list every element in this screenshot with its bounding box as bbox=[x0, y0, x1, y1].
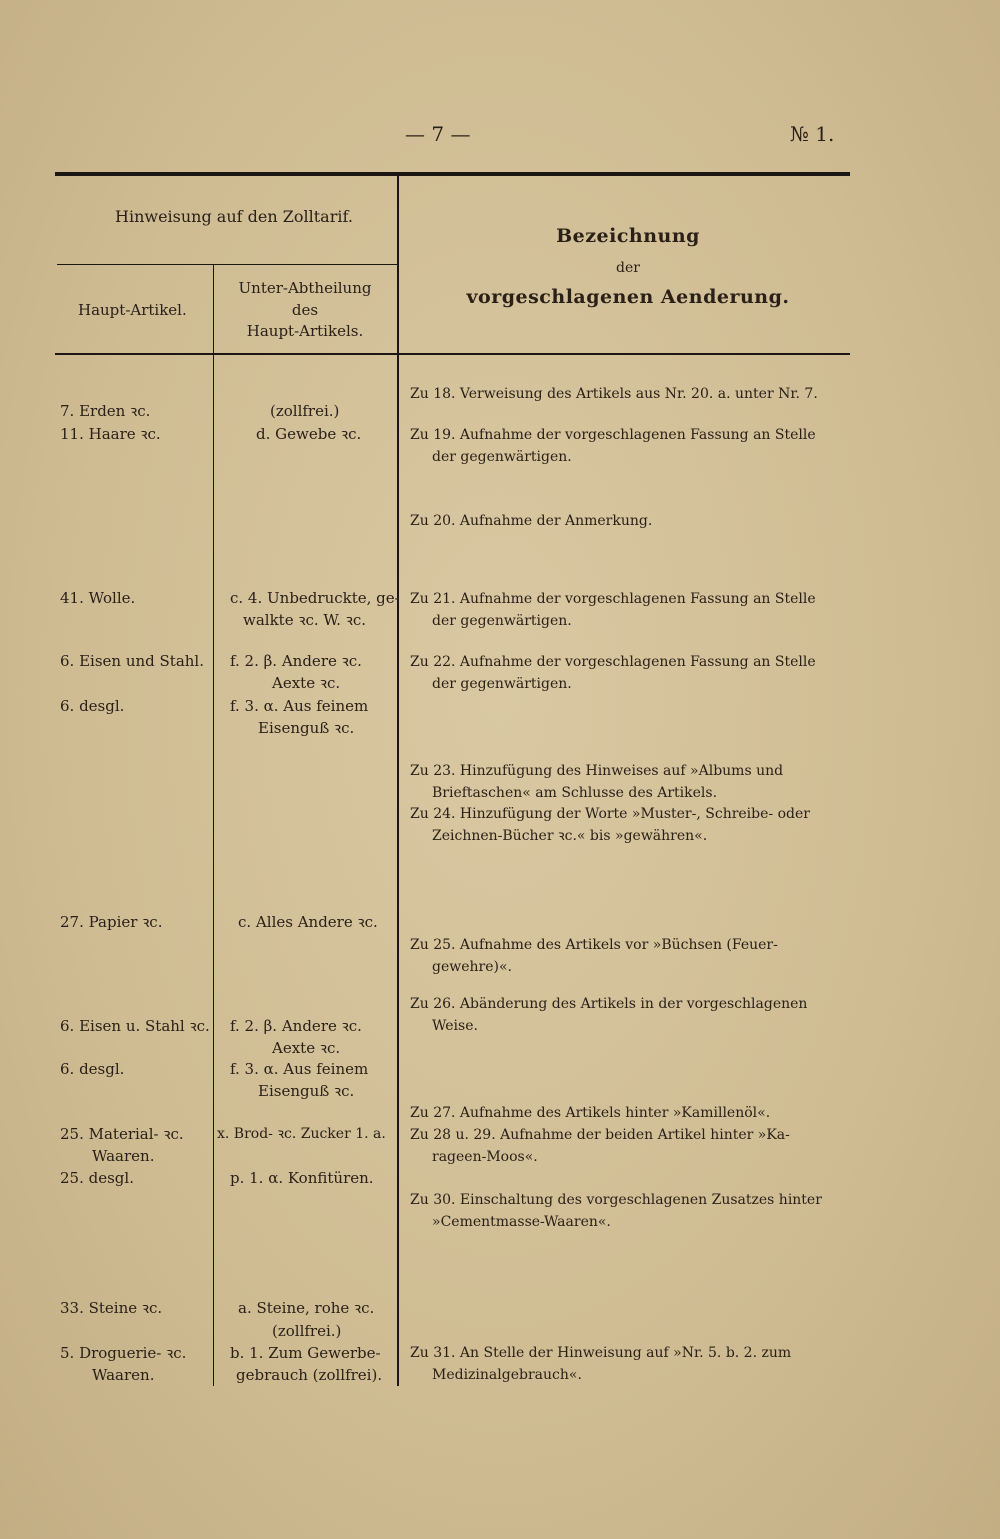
right-entry: Zu 28 u. 29. Aufnahme der beiden Artikel hinter »Ka- bbox=[410, 1127, 790, 1143]
top-rule bbox=[55, 172, 850, 176]
right-entry: Zu 26. Abänderung des Artikels in der vorgeschlagenen bbox=[410, 996, 808, 1012]
header-haupt-artikel: Haupt-Artikel. bbox=[78, 301, 187, 319]
left-entry: 6. Eisen u. Stahl ꝛc. bbox=[60, 1017, 210, 1035]
header-der: der bbox=[616, 260, 640, 276]
header-unter-2: des bbox=[291, 301, 319, 319]
right-entry: Zu 21. Aufnahme der vorgeschlagenen Fassung an Stelle bbox=[410, 591, 816, 607]
header-unter-1: Unter-Abtheilung bbox=[238, 279, 372, 297]
right-entry: gewehre)«. bbox=[432, 959, 512, 975]
mid-entry: (zollfrei.) bbox=[272, 1322, 342, 1340]
mid-entry: Eisenguß ꝛc. bbox=[258, 1082, 355, 1100]
right-entry: der gegenwärtigen. bbox=[432, 676, 572, 692]
right-entry: Zu 20. Aufnahme der Anmerkung. bbox=[410, 513, 653, 529]
subheader-rule bbox=[57, 264, 397, 265]
right-entry: Medizinalgebrauch«. bbox=[432, 1367, 582, 1383]
left-entry: Waaren. bbox=[92, 1147, 155, 1165]
mid-entry: p. 1. α. Konfitüren. bbox=[230, 1169, 374, 1187]
mid-entry: x. Brod- ꝛc. Zucker 1. a. bbox=[217, 1126, 386, 1142]
right-entry: Weise. bbox=[432, 1018, 478, 1034]
header-vorgeschlagenen: vorgeschlagenen Aenderung. bbox=[466, 286, 790, 308]
left-entry: 6. desgl. bbox=[60, 697, 125, 715]
left-entry: Waaren. bbox=[92, 1366, 155, 1384]
right-entry: »Cementmasse-Waaren«. bbox=[432, 1214, 611, 1230]
mid-entry: d. Gewebe ꝛc. bbox=[256, 425, 362, 443]
mid-entry: f. 2. β. Andere ꝛc. bbox=[230, 652, 362, 670]
mid-entry: c. Alles Andere ꝛc. bbox=[238, 913, 378, 931]
left-entry: 25. desgl. bbox=[60, 1169, 134, 1187]
left-entry: 6. Eisen und Stahl. bbox=[60, 652, 204, 670]
mid-entry: Aexte ꝛc. bbox=[272, 1039, 341, 1057]
column-divider-right bbox=[397, 176, 399, 1386]
mid-entry: c. 4. Unbedruckte, ge- bbox=[230, 589, 400, 607]
left-entry: 5. Droguerie- ꝛc. bbox=[60, 1344, 187, 1362]
left-entry: 33. Steine ꝛc. bbox=[60, 1299, 163, 1317]
right-entry: Zu 30. Einschaltung des vorgeschlagenen Zusatzes hinter bbox=[410, 1192, 822, 1208]
right-entry: Zu 23. Hinzufügung des Hinweises auf »Albums und bbox=[410, 763, 784, 779]
page-number: — 7 — bbox=[405, 122, 471, 146]
header-bezeichnung: Bezeichnung bbox=[556, 225, 700, 247]
left-entry: 7. Erden ꝛc. bbox=[60, 402, 151, 420]
right-entry: Zu 24. Hinzufügung der Worte »Muster-, Schreibe- oder bbox=[410, 806, 810, 822]
left-entry: 25. Material- ꝛc. bbox=[60, 1125, 184, 1143]
right-entry: Zu 22. Aufnahme der vorgeschlagenen Fassung an Stelle bbox=[410, 654, 816, 670]
mid-entry: a. Steine, rohe ꝛc. bbox=[238, 1299, 375, 1317]
header-rule bbox=[55, 353, 850, 355]
mid-entry: b. 1. Zum Gewerbe- bbox=[230, 1344, 381, 1362]
right-entry: der gegenwärtigen. bbox=[432, 613, 572, 629]
right-entry: Brieftaschen« am Schlusse des Artikels. bbox=[432, 785, 718, 801]
right-entry: Zu 31. An Stelle der Hinweisung auf »Nr. 5. b. 2. zum bbox=[410, 1345, 792, 1361]
left-entry: 41. Wolle. bbox=[60, 589, 136, 607]
header-hinweisung: Hinweisung auf den Zolltarif. bbox=[115, 207, 353, 226]
mid-entry: (zollfrei.) bbox=[270, 402, 340, 420]
right-entry: Zu 19. Aufnahme der vorgeschlagenen Fassung an Stelle bbox=[410, 427, 816, 443]
left-entry: 11. Haare ꝛc. bbox=[60, 425, 161, 443]
mid-entry: Aexte ꝛc. bbox=[272, 674, 341, 692]
mid-entry: gebrauch (zollfrei). bbox=[236, 1366, 383, 1384]
mid-entry: walkte ꝛc. W. ꝛc. bbox=[243, 611, 366, 629]
right-entry: Zu 25. Aufnahme des Artikels vor »Büchsen (Feuer- bbox=[410, 937, 778, 953]
left-entry: 6. desgl. bbox=[60, 1060, 125, 1078]
mid-entry: f. 3. α. Aus feinem bbox=[230, 697, 369, 715]
header-unter-3: Haupt-Artikels. bbox=[246, 322, 364, 340]
right-entry: Zeichnen-Bücher ꝛc.« bis »gewähren«. bbox=[432, 828, 708, 844]
right-entry: der gegenwärtigen. bbox=[432, 449, 572, 465]
mid-entry: Eisenguß ꝛc. bbox=[258, 719, 355, 737]
right-entry: Zu 18. Verweisung des Artikels aus Nr. 20. a. unter Nr. 7. bbox=[410, 386, 818, 402]
mid-entry: f. 2. β. Andere ꝛc. bbox=[230, 1017, 362, 1035]
column-divider-left bbox=[213, 265, 214, 1386]
right-entry: Zu 27. Aufnahme des Artikels hinter »Kamillenöl«. bbox=[410, 1105, 771, 1121]
document-number: № 1. bbox=[790, 122, 835, 146]
right-entry: rageen-Moos«. bbox=[432, 1149, 538, 1165]
mid-entry: f. 3. α. Aus feinem bbox=[230, 1060, 369, 1078]
left-entry: 27. Papier ꝛc. bbox=[60, 913, 163, 931]
